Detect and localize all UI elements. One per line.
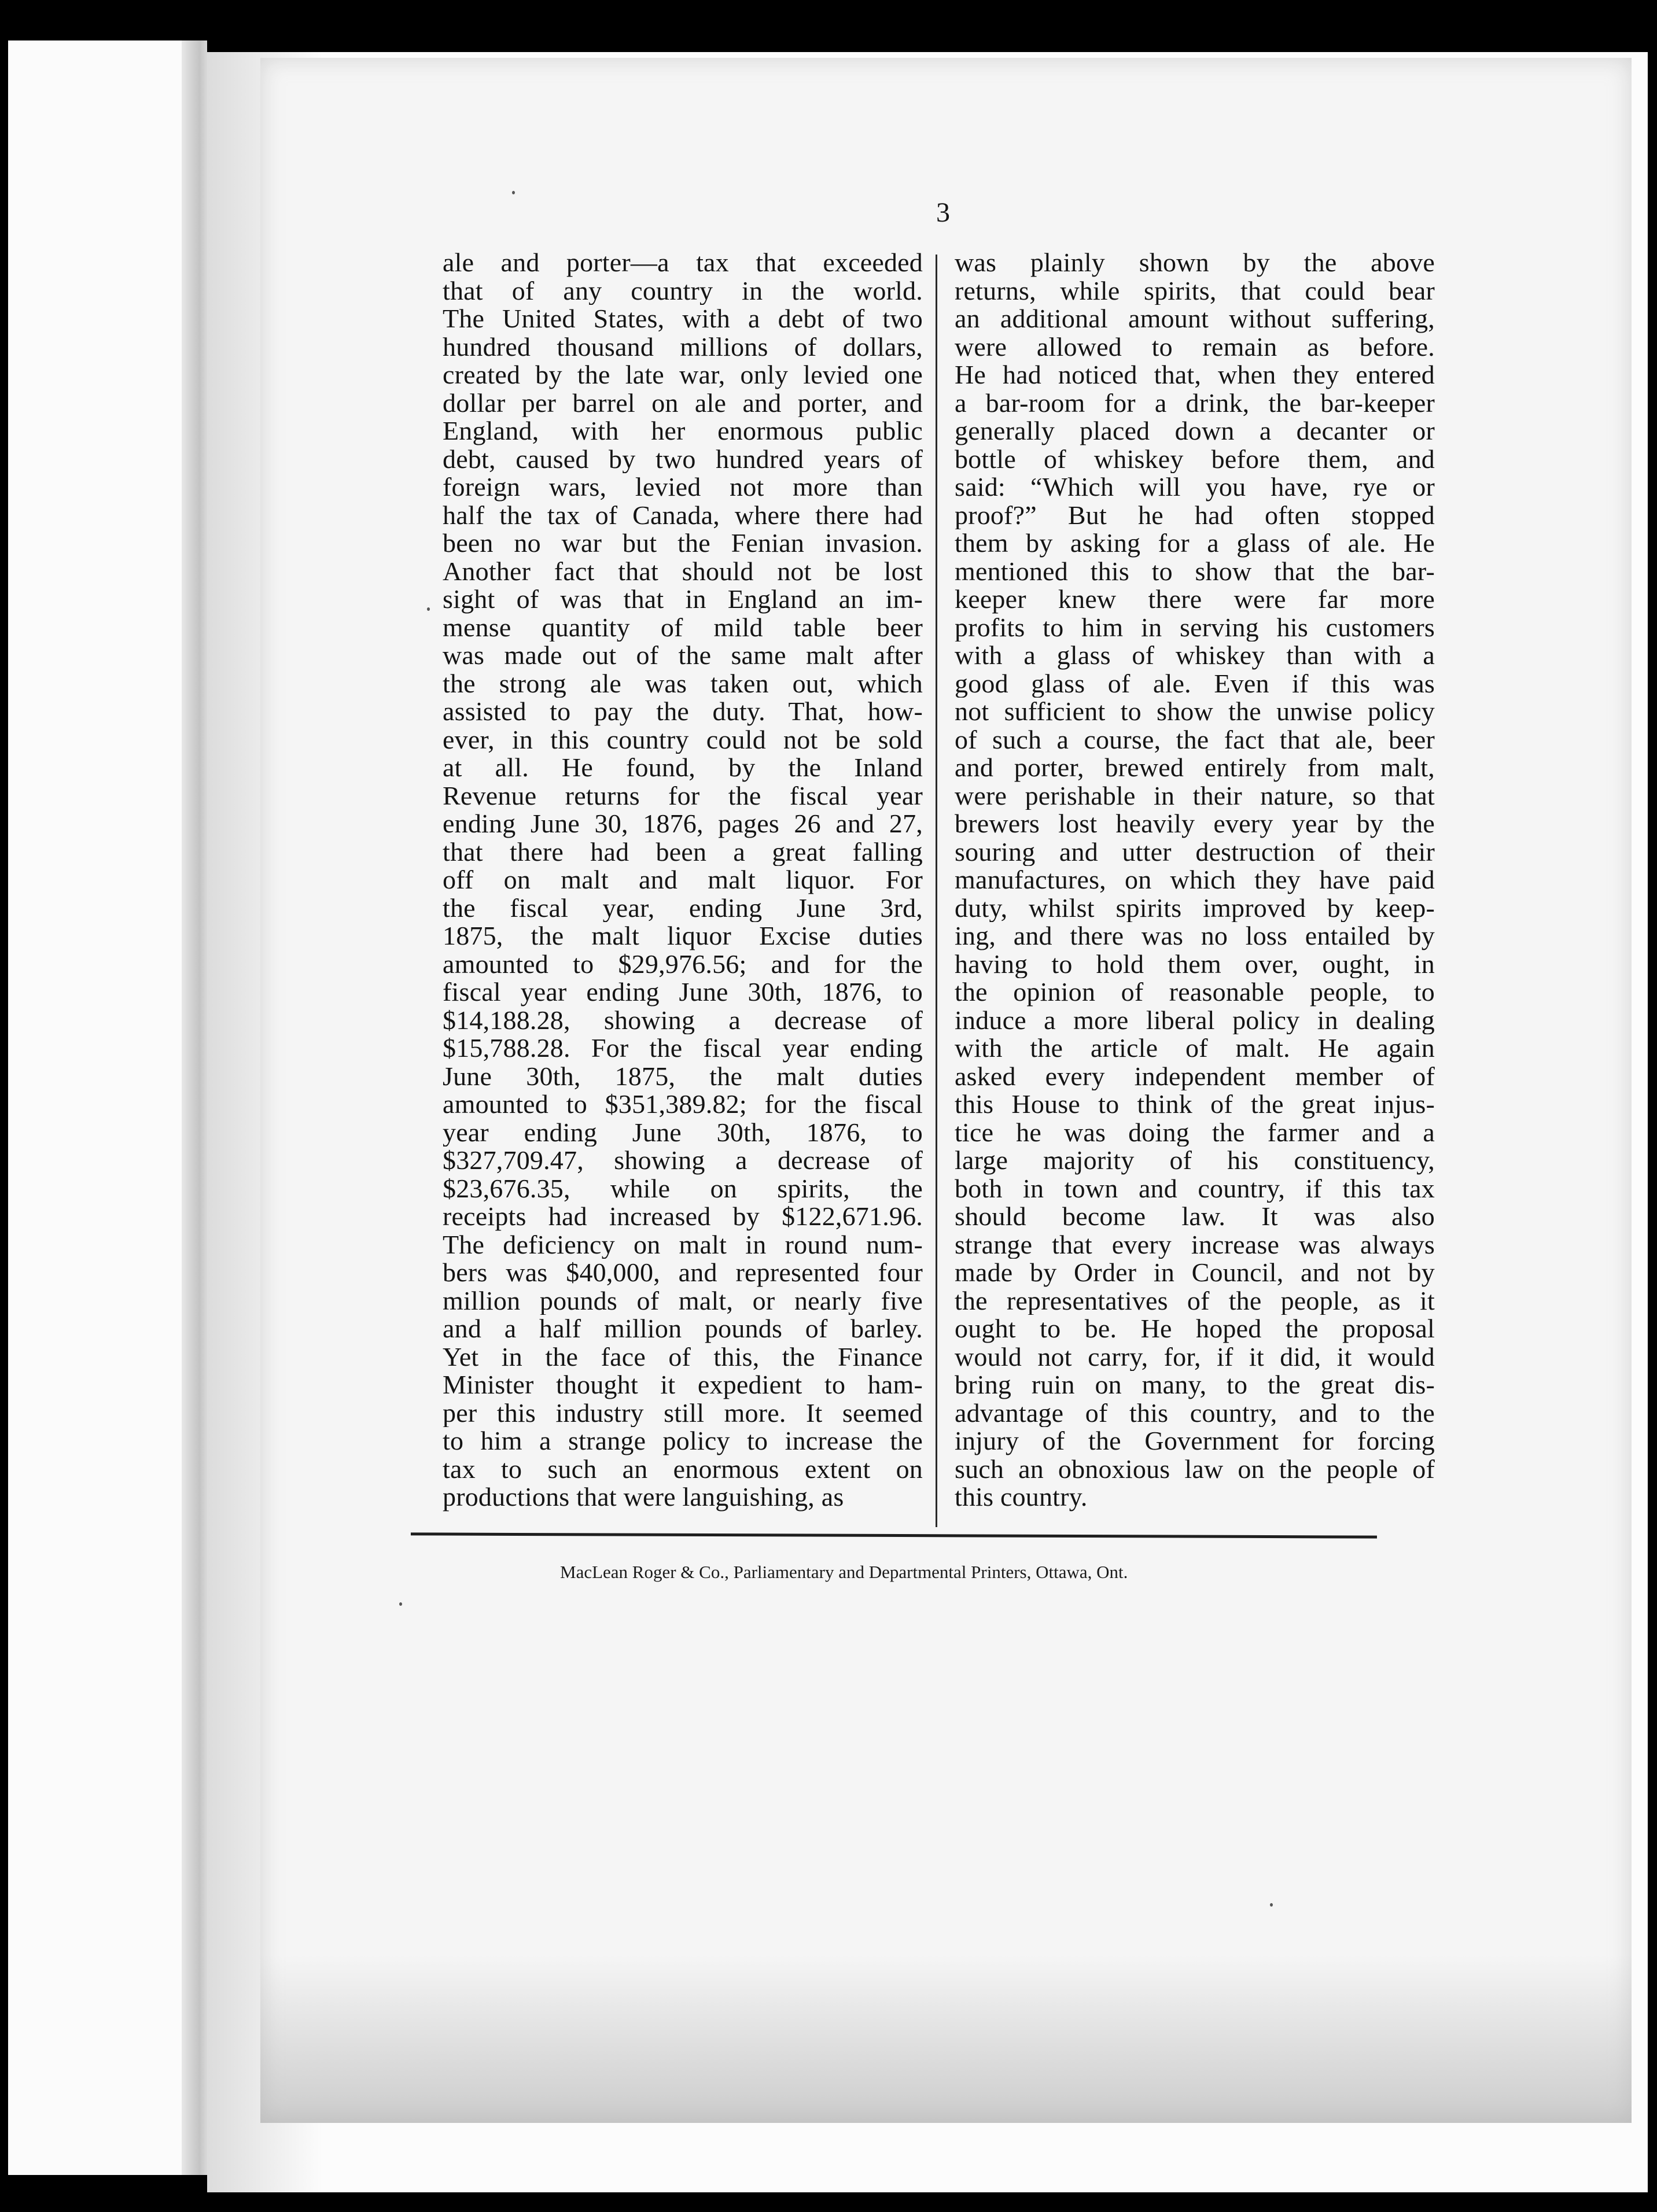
text-line: at all. He found, by the Inland bbox=[443, 754, 923, 782]
text-line: mentioned this to show that the bar- bbox=[955, 557, 1435, 585]
text-line: Minister thought it expedient to ham- bbox=[443, 1371, 923, 1399]
text-line: that there had been a great falling bbox=[443, 838, 923, 866]
text-line: bers was $40,000, and represented four bbox=[443, 1259, 923, 1287]
text-line: year ending June 30th, 1876, to bbox=[443, 1118, 923, 1146]
text-line: tax to such an enormous extent on bbox=[443, 1455, 923, 1483]
text-line: the fiscal year, ending June 3rd, bbox=[443, 894, 923, 922]
text-line: both in town and country, if this tax bbox=[955, 1174, 1435, 1203]
text-line: He had noticed that, when they entered bbox=[955, 361, 1435, 389]
printer-imprint: MacLean Roger & Co., Parliamentary and Departmental Printers, Ottawa, Ont. bbox=[560, 1562, 1128, 1582]
text-line: bring ruin on many, to the great dis- bbox=[955, 1371, 1435, 1399]
text-line: an additional amount without suffering, bbox=[955, 305, 1435, 333]
text-line: half the tax of Canada, where there had bbox=[443, 501, 923, 529]
text-line: having to hold them over, ought, in bbox=[955, 950, 1435, 978]
text-line: duty, whilst spirits improved by keep- bbox=[955, 894, 1435, 922]
text-line: good glass of ale. Even if this was bbox=[955, 669, 1435, 698]
text-line: returns, while spirits, that could bear bbox=[955, 276, 1435, 305]
text-line: ever, in this country could not be sold bbox=[443, 725, 923, 754]
text-line: Yet in the face of this, the Finance bbox=[443, 1343, 923, 1371]
text-line: asked every independent member of bbox=[955, 1062, 1435, 1090]
text-line: receipts had increased by $122,671.96. bbox=[443, 1203, 923, 1231]
text-line: Another fact that should not be lost bbox=[443, 557, 923, 585]
text-line: made by Order in Council, and not by bbox=[955, 1259, 1435, 1287]
text-line: injury of the Government for forcing bbox=[955, 1427, 1435, 1455]
text-line: induce a more liberal policy in dealing bbox=[955, 1006, 1435, 1034]
text-line: 1875, the malt liquor Excise duties bbox=[443, 922, 923, 950]
text-line: such an obnoxious law on the people of bbox=[955, 1455, 1435, 1483]
sheet-bottom-shading bbox=[260, 1955, 1632, 2123]
text-line: this House to think of the great injus- bbox=[955, 1090, 1435, 1119]
text-line: large majority of his constituency, bbox=[955, 1146, 1435, 1175]
text-line: The deficiency on malt in round num- bbox=[443, 1230, 923, 1259]
text-line: to him a strange policy to increase the bbox=[443, 1427, 923, 1455]
text-line: a bar-room for a drink, the bar-keeper bbox=[955, 389, 1435, 417]
text-line: that of any country in the world. bbox=[443, 276, 923, 305]
facing-page-edge bbox=[8, 40, 182, 2175]
right-text-column bbox=[955, 249, 1435, 1511]
text-line: amounted to $351,389.82; for the fiscal bbox=[443, 1090, 923, 1119]
text-line: were allowed to remain as before. bbox=[955, 333, 1435, 361]
page-number: 3 bbox=[936, 197, 950, 228]
text-line: assisted to pay the duty. That, how- bbox=[443, 698, 923, 726]
text-line: debt, caused by two hundred years of bbox=[443, 445, 923, 473]
text-line: the representatives of the people, as it bbox=[955, 1286, 1435, 1315]
text-line: $327,709.47, showing a decrease of bbox=[443, 1146, 923, 1175]
text-line: The United States, with a debt of two bbox=[443, 305, 923, 333]
column-divider-rule bbox=[936, 255, 937, 1527]
text-line: off on malt and malt liquor. For bbox=[443, 866, 923, 894]
text-line: mense quantity of mild table beer bbox=[443, 613, 923, 642]
text-line: dollar per barrel on ale and porter, and bbox=[443, 389, 923, 417]
text-line: would not carry, for, if it did, it would bbox=[955, 1343, 1435, 1371]
text-line: of such a course, the fact that ale, beer bbox=[955, 725, 1435, 754]
text-line: proof?” But he had often stopped bbox=[955, 501, 1435, 529]
text-line: strange that every increase was always bbox=[955, 1230, 1435, 1259]
text-line: and a half million pounds of barley. bbox=[443, 1315, 923, 1343]
text-line: foreign wars, levied not more than bbox=[443, 473, 923, 502]
text-line: been no war but the Fenian invasion. bbox=[443, 529, 923, 558]
text-line: souring and utter destruction of their bbox=[955, 838, 1435, 866]
book-gutter bbox=[182, 40, 207, 2175]
text-line: was plainly shown by the above bbox=[955, 249, 1435, 277]
text-line: sight of was that in England an im- bbox=[443, 585, 923, 614]
text-line: with the article of malt. He again bbox=[955, 1034, 1435, 1063]
text-line: ought to be. He hoped the proposal bbox=[955, 1315, 1435, 1343]
text-line: hundred thousand millions of dollars, bbox=[443, 333, 923, 361]
text-line: $14,188.28, showing a decrease of bbox=[443, 1006, 923, 1034]
text-line: profits to him in serving his customers bbox=[955, 613, 1435, 642]
text-line: $23,676.35, while on spirits, the bbox=[443, 1174, 923, 1203]
text-line: England, with her enormous public bbox=[443, 417, 923, 445]
ink-speck bbox=[512, 191, 515, 194]
ink-speck bbox=[399, 1602, 402, 1606]
text-line: and porter, brewed entirely from malt, bbox=[955, 754, 1435, 782]
text-line: ing, and there was no loss entailed by bbox=[955, 922, 1435, 950]
text-line: with a glass of whiskey than with a bbox=[955, 642, 1435, 670]
text-line: Revenue returns for the fiscal year bbox=[443, 781, 923, 810]
text-line: created by the late war, only levied one bbox=[443, 361, 923, 389]
text-line: brewers lost heavily every year by the bbox=[955, 810, 1435, 838]
text-line: $15,788.28. For the fiscal year ending bbox=[443, 1034, 923, 1063]
text-line: was made out of the same malt after bbox=[443, 642, 923, 670]
text-line: bottle of whiskey before them, and bbox=[955, 445, 1435, 473]
text-line: them by asking for a glass of ale. He bbox=[955, 529, 1435, 558]
text-line: amounted to $29,976.56; and for the bbox=[443, 950, 923, 978]
text-line: keeper knew there were far more bbox=[955, 585, 1435, 614]
text-line: productions that were languishing, as bbox=[443, 1483, 844, 1511]
text-line: not sufficient to show the unwise policy bbox=[955, 698, 1435, 726]
text-line: fiscal year ending June 30th, 1876, to bbox=[443, 978, 923, 1007]
left-text-column bbox=[443, 249, 923, 1511]
text-line: million pounds of malt, or nearly five bbox=[443, 1286, 923, 1315]
text-line: ending June 30, 1876, pages 26 and 27, bbox=[443, 810, 923, 838]
text-line: manufactures, on which they have paid bbox=[955, 866, 1435, 894]
text-line: the strong ale was taken out, which bbox=[443, 669, 923, 698]
ink-speck bbox=[427, 607, 430, 611]
text-line: said: “Which will you have, rye or bbox=[955, 473, 1435, 502]
text-line: per this industry still more. It seemed bbox=[443, 1399, 923, 1427]
ink-speck bbox=[1270, 1903, 1273, 1907]
text-line: the opinion of reasonable people, to bbox=[955, 978, 1435, 1007]
text-line: were perishable in their nature, so that bbox=[955, 781, 1435, 810]
text-line: ale and porter—a tax that exceeded bbox=[443, 249, 923, 277]
text-line: should become law. It was also bbox=[955, 1203, 1435, 1231]
text-line: advantage of this country, and to the bbox=[955, 1399, 1435, 1427]
text-line: tice he was doing the farmer and a bbox=[955, 1118, 1435, 1146]
text-line: generally placed down a decanter or bbox=[955, 417, 1435, 445]
text-line: June 30th, 1875, the malt duties bbox=[443, 1062, 923, 1090]
text-line: this country. bbox=[955, 1483, 1088, 1511]
